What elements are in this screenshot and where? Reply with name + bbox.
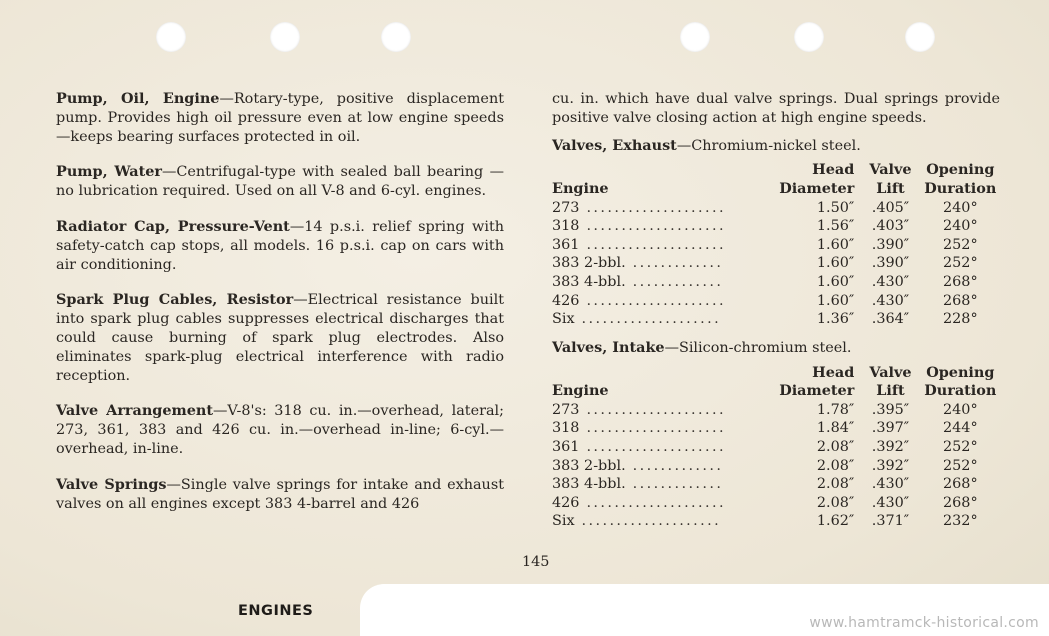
table-row [552,310,1000,329]
header-duration: Duration [924,382,997,400]
cell-duration: 252° [942,438,978,455]
binder-hole [794,22,824,52]
header-duration: Duration [924,179,997,197]
cell-diameter: 1.78″ [816,401,855,418]
entry-spark-plug-cables [56,291,504,385]
engine-label: 318 [552,218,580,235]
cell-diameter: 1.36″ [816,311,855,328]
table-row [552,292,1000,311]
leader-dots: ............. [625,273,724,290]
engine-label: Six [552,513,575,530]
cell-diameter: 1.60″ [816,273,855,290]
cell-lift: .390″ [871,255,910,272]
cell-diameter: 2.08″ [816,476,855,493]
engine-label: 361 [552,236,580,253]
cell-duration: 268° [942,494,978,511]
cell-duration: 268° [942,273,978,290]
cell-duration: 252° [942,255,978,272]
table-header-row [552,364,1000,383]
header-head: Head [812,161,855,179]
cell-diameter: 1.50″ [816,199,855,216]
cell-diameter: 1.84″ [816,420,855,437]
engine-label: 383 2-bbl. [552,255,626,272]
table-row [552,236,1000,255]
entry-term: Spark Plug Cables, Resistor [56,291,294,309]
cell-lift: .430″ [871,494,910,511]
engine-label: 383 4-bbl. [552,476,626,493]
table-row [552,494,1000,513]
binder-hole [270,22,300,52]
leader-dots: .................... [579,438,726,455]
watermark: www.hamtramck-historical.com [809,615,1039,631]
header-engine: Engine [552,382,609,400]
table-row [552,475,1000,494]
cell-engine [552,273,779,292]
entry-term: Radiator Cap, Pressure-Vent [56,217,290,235]
cell-lift: .392″ [871,438,910,455]
table-row [552,419,1000,438]
header-opening: Opening [926,363,995,381]
valve-springs-continued: cu. in. which have dual valve springs. Dual springs provide positive valve closing action at high engine speeds. [552,91,1000,126]
engine-label: 361 [552,438,580,455]
header-lift: Lift [876,179,905,197]
cell-engine [552,475,779,494]
cell-duration: 268° [942,292,978,309]
header-lift: Lift [876,382,905,400]
intake-valve-table [552,364,1000,531]
cell-engine [552,199,779,218]
exhaust-term: Valves, Exhaust [552,136,677,154]
cell-diameter: 1.60″ [816,292,855,309]
entry-text: —Single valve springs for intake and exhaust valves on all engines except 383 4-barrel and 426 [56,476,504,512]
cell-engine [552,217,779,236]
cell-engine [552,292,779,311]
header-opening: Opening [926,161,995,179]
section-tab-label: ENGINES [238,603,314,619]
leader-dots: .................... [579,218,726,235]
cell-engine [552,512,779,531]
leader-dots: .................... [579,420,726,437]
table-row [552,457,1000,476]
header-diameter: Diameter [779,382,855,400]
entry-radiator-cap [56,218,504,274]
cell-duration: 232° [942,513,978,530]
entry-valve-arrangement [56,402,504,458]
engine-label: Six [552,311,575,328]
table-row [552,199,1000,218]
intake-rows [552,401,1000,531]
table-row [552,273,1000,292]
leader-dots: .................... [579,236,726,253]
cell-lift: .405″ [871,199,910,216]
exhaust-valve-table [552,161,1000,328]
header-engine: Engine [552,179,609,197]
entry-text: —V-8's: 318 cu. in.—overhead, lateral; 273, 361, 383 and 426 cu. in.—overhead in-line; 6-cyl.—overhead, in-line. [56,403,504,457]
table-row [552,401,1000,420]
table-header-row [552,180,1000,199]
cell-duration: 252° [942,457,978,474]
cell-diameter: 2.08″ [816,494,855,511]
cell-lift: .403″ [871,218,910,235]
cell-lift: .430″ [871,273,910,290]
engine-label: 426 [552,292,580,309]
cell-duration: 252° [942,236,978,253]
leader-dots: .................... [579,494,726,511]
engine-label: 426 [552,494,580,511]
engine-label: 318 [552,420,580,437]
cell-diameter: 1.60″ [816,255,855,272]
entry-term: Valve Springs [56,475,167,493]
cell-lift: .395″ [871,401,910,418]
cell-lift: .371″ [871,513,910,530]
exhaust-text: —Chromium-nickel steel. [676,137,861,154]
header-valve: Valve [869,161,912,179]
cell-engine [552,419,779,438]
binder-hole [381,22,411,52]
cell-diameter: 2.08″ [816,457,855,474]
entry-text: —Rotary-type, positive displacement pump. Provides high oil pressure even at low engine speeds—keeps bearing surfaces protected in oil. [56,91,504,145]
entry-oil-pump [56,90,504,146]
table-header-row [552,382,1000,401]
cell-duration: 240° [942,401,978,418]
intake-text: —Silicon-chromium steel. [664,339,852,356]
cell-lift: .390″ [871,236,910,253]
engine-label: 273 [552,199,580,216]
cell-engine [552,494,779,513]
entry-text: —Electrical resistance built into spark plug cables suppresses electrical discharges that could cause burning of spark plug electrodes. Also eliminates spark-plug electrical interference with radio reception. [56,292,504,384]
cell-lift: .430″ [871,476,910,493]
left-column [56,90,504,530]
entry-text: —14 p.s.i. relief spring with safety-catch cap stops, all models. 16 p.s.i. cap on cars with air conditioning. [56,218,504,273]
table-row [552,512,1000,531]
leader-dots: .................... [574,311,722,328]
cell-diameter: 1.56″ [816,218,855,235]
page-number: 145 [522,554,550,570]
leader-dots: ............. [625,457,724,474]
header-blank [552,364,779,383]
cell-engine [552,457,779,476]
entry-water-pump [56,163,504,201]
cell-diameter: 2.08″ [816,438,855,455]
exhaust-rows [552,199,1000,329]
engine-label: 273 [552,401,580,418]
cell-lift: .430″ [871,292,910,309]
engine-label: 383 4-bbl. [552,273,626,290]
leader-dots: ............. [625,255,724,272]
exhaust-heading [552,137,1000,156]
header-valve: Valve [869,363,912,381]
cell-engine [552,438,779,457]
cell-diameter: 1.62″ [816,513,855,530]
intake-term: Valves, Intake [552,338,665,356]
entry-term: Pump, Oil, Engine [56,90,220,107]
engine-label: 383 2-bbl. [552,457,626,474]
cell-diameter: 1.60″ [816,236,855,253]
entry-term: Pump, Water [56,163,162,181]
cell-duration: 240° [942,218,978,235]
entry-text: —Centrifugal-type with sealed ball bearing —no lubrication required. Used on all V-8 and 6-cyl. engines. [56,164,504,200]
cell-lift: .392″ [871,457,910,474]
binder-hole [156,22,186,52]
table-row [552,438,1000,457]
leader-dots: .................... [579,401,726,418]
cell-duration: 244° [942,420,978,437]
cell-lift: .397″ [871,420,910,437]
header-head: Head [812,363,855,381]
cell-duration: 268° [942,476,978,493]
leader-dots: .................... [579,199,726,216]
table-header-row [552,161,1000,180]
table-row [552,254,1000,273]
cell-duration: 228° [942,311,978,328]
header-diameter: Diameter [779,179,855,197]
leader-dots: ............. [625,476,724,493]
entry-valve-springs [56,476,504,514]
table-row [552,217,1000,236]
cell-lift: .364″ [871,311,910,328]
leader-dots: .................... [574,513,722,530]
cell-engine [552,236,779,255]
right-column [552,90,1000,531]
intake-heading [552,339,1000,358]
cell-duration: 240° [942,199,978,216]
binder-hole [680,22,710,52]
cell-engine [552,401,779,420]
cell-engine [552,254,779,273]
leader-dots: .................... [579,292,726,309]
cell-engine [552,310,779,329]
entry-term: Valve Arrangement [56,402,214,420]
binder-hole [905,22,935,52]
header-blank [552,161,779,180]
